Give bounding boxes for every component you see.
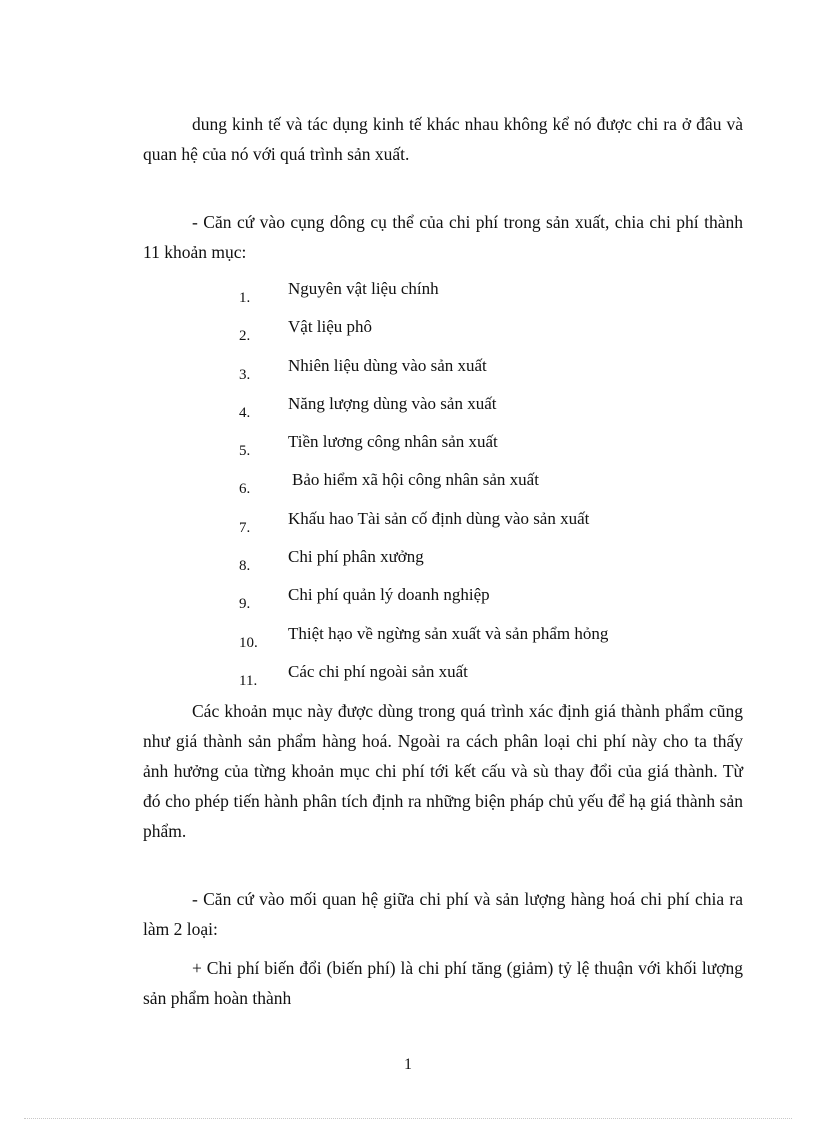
paragraph-classification-by-output bbox=[143, 884, 743, 944]
paragraph-text: - Căn cứ vào mối quan hệ giữa chi phí và sản lượng hàng hoá chi phí chia ra làm 2 loại: bbox=[143, 889, 743, 939]
list-item-text: Thiệt hạo về ngừng sản xuất và sản phẩm hỏng bbox=[288, 623, 609, 643]
list-item-text: Bảo hiểm xã hội công nhân sản xuất bbox=[292, 470, 539, 490]
paragraph-text: Các khoản mục này được dùng trong quá trình xác định giá thành phẩm cũng như giá thành sản phẩm hàng hoá. Ngoài ra cách phân loại chi phí này cho ta thấy ảnh hưởng của từng khoản mục chi phí tới kết cấu và sù thay đổi của giá thành. Từ đó cho phép tiến hành phân tích định ra những biện pháp chủ yếu để hạ giá thành sản phẩm. bbox=[143, 701, 743, 841]
list-item bbox=[0, 354, 816, 392]
cost-items-list bbox=[0, 277, 816, 698]
list-item bbox=[0, 507, 816, 545]
list-item-number: 2. bbox=[239, 328, 251, 345]
list-item-number: 5. bbox=[239, 443, 251, 460]
list-item-number: 11. bbox=[239, 672, 258, 689]
list-item bbox=[0, 545, 816, 583]
list-item-text: Chi phí quản lý doanh nghiệp bbox=[288, 585, 490, 605]
list-item-text: Năng lượng dùng vào sản xuất bbox=[288, 393, 497, 413]
list-item bbox=[0, 430, 816, 468]
list-item-text: Nhiên liệu dùng vào sản xuất bbox=[288, 355, 487, 375]
list-item-number: 3. bbox=[239, 366, 251, 383]
list-item bbox=[0, 468, 816, 506]
page-number: 1 bbox=[404, 1056, 412, 1073]
list-item-text: Nguyên vật liệu chính bbox=[288, 279, 439, 298]
list-item-text: Các chi phí ngoài sản xuất bbox=[288, 661, 468, 681]
paragraph-continuation bbox=[143, 109, 743, 169]
list-item-number: 1. bbox=[239, 290, 251, 306]
paragraph-variable-cost bbox=[143, 953, 743, 1013]
list-item-number: 6. bbox=[239, 481, 251, 498]
list-item bbox=[0, 583, 816, 621]
list-item-number: 4. bbox=[239, 404, 251, 421]
paragraph-text: - Căn cứ vào cụng dông cụ thể của chi phí trong sản xuất, chia chi phí thành 11 khoản mục: bbox=[143, 212, 743, 262]
list-item-number: 10. bbox=[239, 634, 258, 651]
list-item bbox=[0, 392, 816, 430]
paragraph-classification-by-purpose bbox=[143, 207, 743, 267]
list-item bbox=[0, 315, 816, 353]
list-item-text: Khấu hao Tài sản cố định dùng vào sản xuất bbox=[288, 508, 590, 528]
list-item-text: Tiền lương công nhân sản xuất bbox=[288, 432, 498, 452]
list-item-number: 9. bbox=[239, 596, 251, 613]
page-bottom-divider bbox=[24, 1118, 792, 1119]
list-item bbox=[0, 622, 816, 660]
list-item-text: Chi phí phân xưởng bbox=[288, 547, 424, 567]
list-item-text: Vật liệu phô bbox=[288, 317, 373, 337]
paragraph-text: dung kinh tế và tác dụng kinh tế khác nhau không kể nó được chi ra ở đâu và quan hệ của nó với quá trình sản xuất. bbox=[143, 114, 743, 164]
paragraph-text: + Chi phí biến đổi (biến phí) là chi phí tăng (giảm) tỷ lệ thuận với khối lượng sản phẩm hoàn thành bbox=[143, 958, 743, 1008]
list-item-number: 8. bbox=[239, 558, 251, 575]
list-item bbox=[0, 277, 816, 315]
paragraph-usage-explanation bbox=[143, 696, 743, 846]
list-item-number: 7. bbox=[239, 519, 251, 536]
list-item bbox=[0, 660, 816, 698]
